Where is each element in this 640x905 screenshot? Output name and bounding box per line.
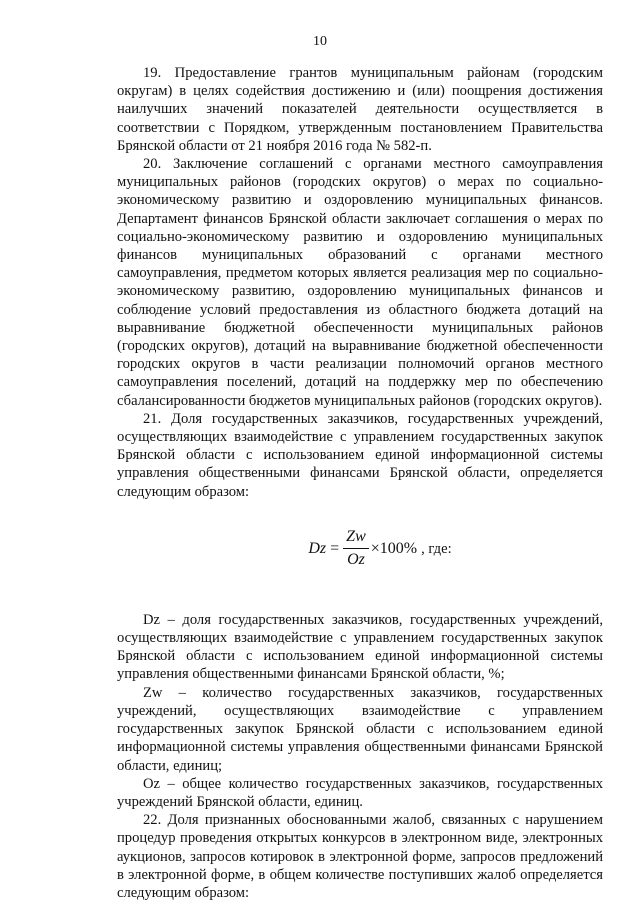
formula-tail: , где: — [421, 540, 452, 557]
formula-numerator: Zw — [343, 528, 369, 549]
definition-dz: Dz – доля государственных заказчиков, государственных учреждений, осуществляющих взаимодействие с управлением государственных закупок Брянской области с использованием единой информационной системы управления общественными финансами Брянской области, %; — [117, 611, 603, 683]
definition-oz: Oz – общее количество государственных заказчиков, государственных учреждений Брянской области, единиц. — [117, 775, 603, 810]
formula-multiplier: ×100% — [370, 539, 418, 557]
formula-fraction — [343, 528, 369, 569]
paragraph-19: 19. Предоставление грантов муниципальным районам (городским округам) в целях содействия достижению и (или) поощрения достижения наилучших значений показателей деятельности осуществляется в соответствии с Порядком, утвержденным постановлением Правительства Брянской области от 21 ноября 2016 года № 582-п. — [117, 65, 603, 154]
paragraph-20: 20. Заключение соглашений с органами местного самоуправления муниципальных районов (городских округов) о мерах по социально-экономическому развитию и оздоровлению муниципальных финансов. Департамент финансов Брянской области заключает соглашения о мерах по социально-экономическому развитию и оздоровлению муниципальных финансов муниципальных образований с органами местного самоуправления, предметом которых является реализация мер по социально-экономическому развитию, оздоровлению муниципальных финансов и соблюдение условий предоставления из областного бюджета дотаций на выравнивание бюджетной обеспеченности муниципальных районов (городских округов), дотаций на выравнивание бюджетной обеспеченности городских округов в части реализации полномочий органов местного самоуправления поселений, дотаций на поддержку мер по обеспечению сбалансированности бюджетов муниципальных районов (городских округов). — [117, 156, 603, 409]
formula-lhs: Dz — [308, 539, 327, 557]
document-body — [117, 64, 603, 902]
formula-equals: = — [330, 539, 340, 557]
page-number: 10 — [313, 34, 327, 49]
spacer — [117, 597, 603, 611]
definition-zw: Zw – количество государственных заказчиков, государственных учреждений, осуществляющих взаимодействие с управлением государственных закупок Брянской области с использованием единой информационной системы управления общественными финансами Брянской области, единиц; — [117, 684, 603, 774]
formula-dz — [157, 501, 603, 597]
paragraph-21: 21. Доля государственных заказчиков, государственных учреждений, осуществляющих взаимодействие с управлением государственных закупок Брянской области с использованием единой информационной системы управления общественными финансами Брянской области, определяется следующим образом: — [117, 410, 603, 500]
formula-denominator: Oz — [347, 551, 365, 569]
paragraph-22: 22. Доля признанных обоснованными жалоб, связанных с нарушением процедур проведения открытых конкурсов в электронном виде, электронных аукционов, запросов котировок в электронной форме, запросов предложений в электронной форме, в общем количестве поступивших жалоб определяется следующим образом: — [117, 812, 603, 901]
